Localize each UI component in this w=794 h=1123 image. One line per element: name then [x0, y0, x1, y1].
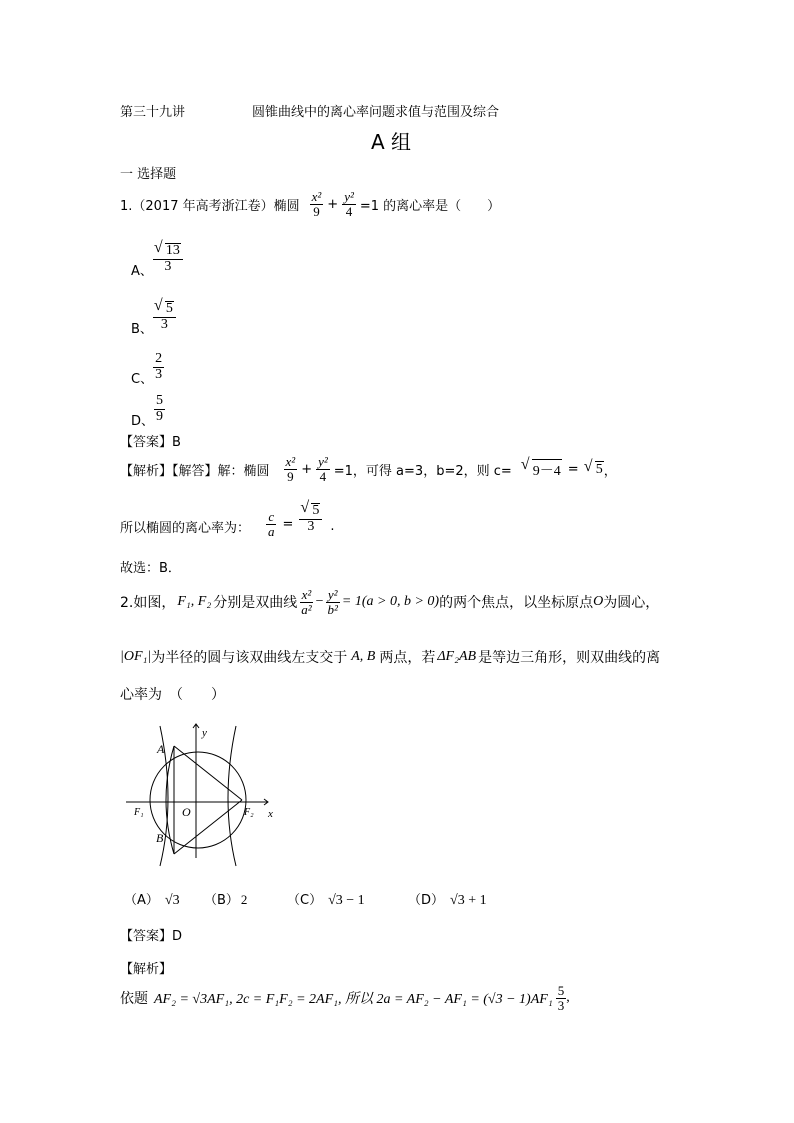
label-y: y: [202, 727, 207, 739]
q1-option-d: D、 $\frac{5}{9}$: [131, 393, 164, 429]
label-o: O: [182, 805, 191, 819]
q1-frac-y: $\frac{\text{y²}}{4}$: [344, 189, 354, 219]
q1-option-a: A、 √ $\frac{13}{3}$: [131, 238, 183, 279]
q1-option-b: B、 √ $\frac{5}{3}$: [131, 296, 176, 337]
q2-analysis: 【解析】: [120, 962, 173, 977]
label-a: A: [157, 742, 165, 756]
q1-option-c: C、 $\frac{2}{3}$: [131, 351, 163, 387]
q2-option-b: （B） 2: [204, 892, 248, 908]
q1-stem: [120, 190, 500, 218]
label-f1: F₁: [134, 807, 144, 818]
lecture-number: 第三十九讲: [120, 105, 186, 120]
q1-choose: 故选：B．: [120, 561, 181, 576]
q2-line2: |OF₁| 为半径的圆与该双曲线左支交于 A, B 两点，若 ΔF₂AB 是等边三角形，则双曲线的离: [120, 649, 661, 666]
q2-solution: 依题 AF₂ = √3AF₁, 2c = F₁F₂ = 2AF₁, 所以 2a = AF₂ − AF₁ = (√3 − 1)AF₁ $\frac{5}{3}$ ,: [120, 983, 570, 1013]
q2-line3: 心率为 （ ）: [120, 687, 225, 703]
q1-eccentricity: 所以椭圆的离心率为： $\frac{c}{a}$ = √ $\frac{5}{3}$ .: [120, 500, 335, 538]
label-x: x: [268, 808, 273, 820]
q2-option-c: （C） √3 − 1: [287, 893, 365, 908]
group-heading: A 组: [371, 130, 412, 154]
q1-suffix: =1 的离心率是（ ）: [359, 198, 501, 214]
q1-plus: +: [327, 196, 339, 212]
section-heading: 一 选择题: [120, 167, 177, 182]
side-af2: [174, 746, 242, 800]
lecture-title: 圆锥曲线中的离心率问题求值与范围及综合: [252, 105, 500, 120]
label-b: B: [156, 831, 164, 845]
arc-af1b: [166, 746, 174, 854]
q2-option-a: （A） √3: [124, 893, 180, 908]
circle: [150, 752, 246, 848]
hyperbola-figure: [118, 720, 283, 870]
q2-answer: 【答案】D: [120, 929, 183, 944]
q1-frac-x: $\frac{\text{x²}}{9}$: [311, 189, 322, 219]
q1-analysis: 【解析】【解答】解：椭圆 $\frac{\text{x²}}{9}$ + $\frac{\text{y²}}{4}$ =1，可得 a=3，b=2，则 c= √ 9－4 = √ 5 ，: [120, 455, 617, 483]
q1-prefix: 1.（2017 年高考浙江卷）椭圆: [120, 198, 300, 214]
q2-line1: 2.如图， F₁, F₂ 分别是双曲线 $\frac{\text{x²}}{\text{a²}}$ − $\frac{\text{y²}}{\text{b²}}$ = 1(a > 0, b > 0) 的两个焦点，以坐标原点 O 为圆心，: [120, 587, 660, 617]
label-f2: F₂: [244, 807, 254, 818]
hyperbola-right-branch: [228, 726, 236, 866]
q2-option-d: （D） √3 + 1: [408, 893, 487, 908]
q1-answer: 【答案】B: [120, 435, 181, 450]
